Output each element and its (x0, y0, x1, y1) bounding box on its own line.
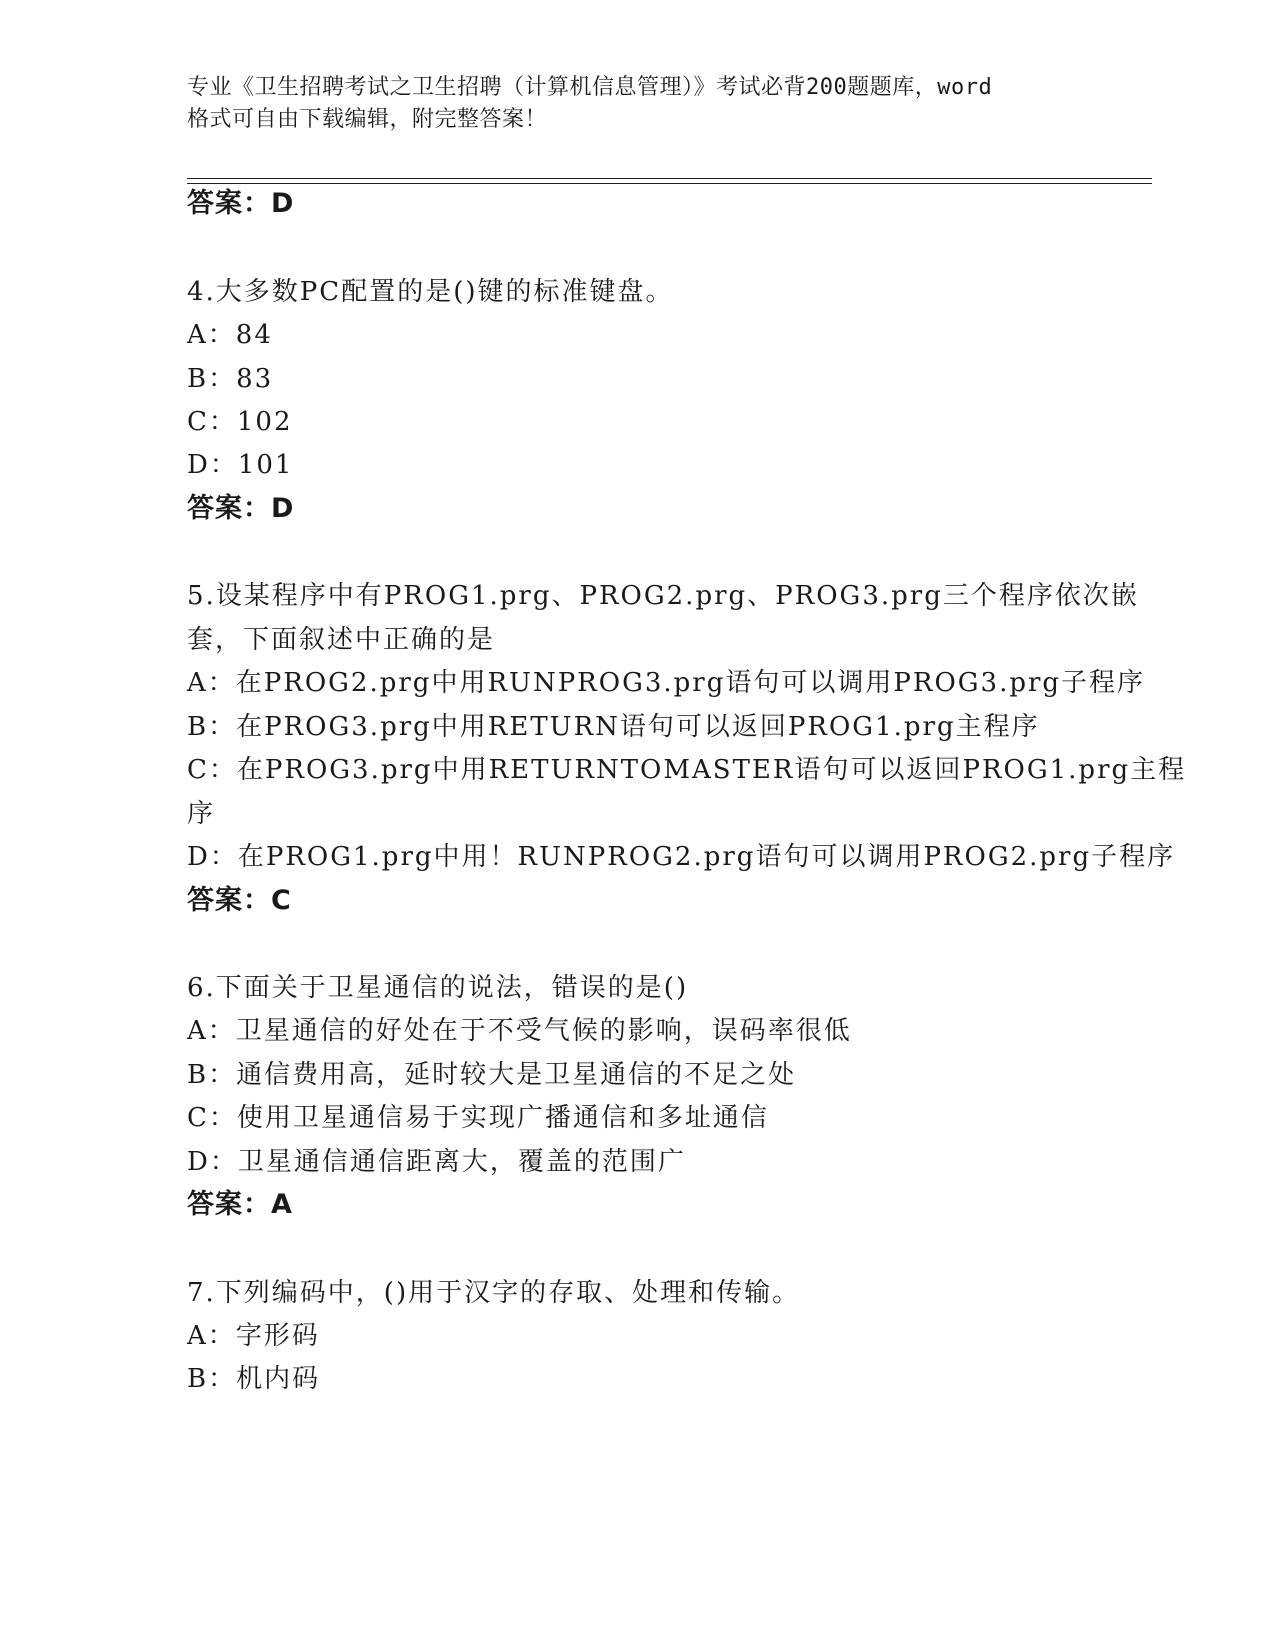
q5-option-b: B：在PROG3.prg中用RETURN语句可以返回PROG1.prg主程序 (187, 712, 1040, 742)
q6-option-a: A：卫星通信的好处在于不受气候的影响，误码率很低 (187, 1016, 852, 1046)
document-header (187, 72, 1087, 136)
answer-q3: 答案：D (187, 188, 295, 219)
q4-option-a: A：84 (187, 320, 273, 350)
q6-option-d: D：卫星通信通信距离大，覆盖的范围广 (187, 1147, 686, 1177)
q6-option-b: B：通信费用高，延时较大是卫星通信的不足之处 (187, 1060, 797, 1090)
header-divider-top (187, 178, 1152, 179)
header-line-1: 专业《卫生招聘考试之卫生招聘（计算机信息管理）》考试必背200题题库，word (187, 75, 993, 100)
q7-option-a: A：字形码 (187, 1321, 320, 1351)
answer-q6: 答案：A (187, 1189, 293, 1220)
q4-question: 4.大多数PC配置的是()键的标准键盘。 (187, 277, 674, 307)
q5-question-line-1: 5.设某程序中有PROG1.prg、PROG2.prg、PROG3.prg三个程序依次嵌 (187, 581, 1139, 611)
q4-option-b: B：83 (187, 364, 274, 394)
q5-option-c-line-2: 序 (187, 799, 216, 829)
header-line-2: 格式可自由下载编辑，附完整答案！ (187, 107, 548, 132)
q6-question: 6.下面关于卫星通信的说法，错误的是() (187, 973, 689, 1003)
q4-option-c: C：102 (187, 407, 293, 437)
answer-q5: 答案：C (187, 885, 292, 916)
q5-option-c-line-1: C：在PROG3.prg中用RETURNTOMASTER语句可以返回PROG1.prg主程 (187, 755, 1187, 785)
q5-option-d: D：在PROG1.prg中用！RUNPROG2.prg语句可以调用PROG2.prg子程序 (187, 842, 1176, 872)
q6-option-c: C：使用卫星通信易于实现广播通信和多址通信 (187, 1103, 769, 1133)
q7-option-b: B：机内码 (187, 1364, 321, 1394)
q7-question: 7.下列编码中，()用于汉字的存取、处理和传输。 (187, 1278, 801, 1308)
q4-option-d: D：101 (187, 450, 294, 480)
q5-option-a: A：在PROG2.prg中用RUNPROG3.prg语句可以调用PROG3.prg子程序 (187, 668, 1146, 698)
answer-q4: 答案：D (187, 493, 295, 524)
q5-question-line-2: 套，下面叙述中正确的是 (187, 625, 496, 655)
header-divider-bottom (187, 183, 1152, 184)
